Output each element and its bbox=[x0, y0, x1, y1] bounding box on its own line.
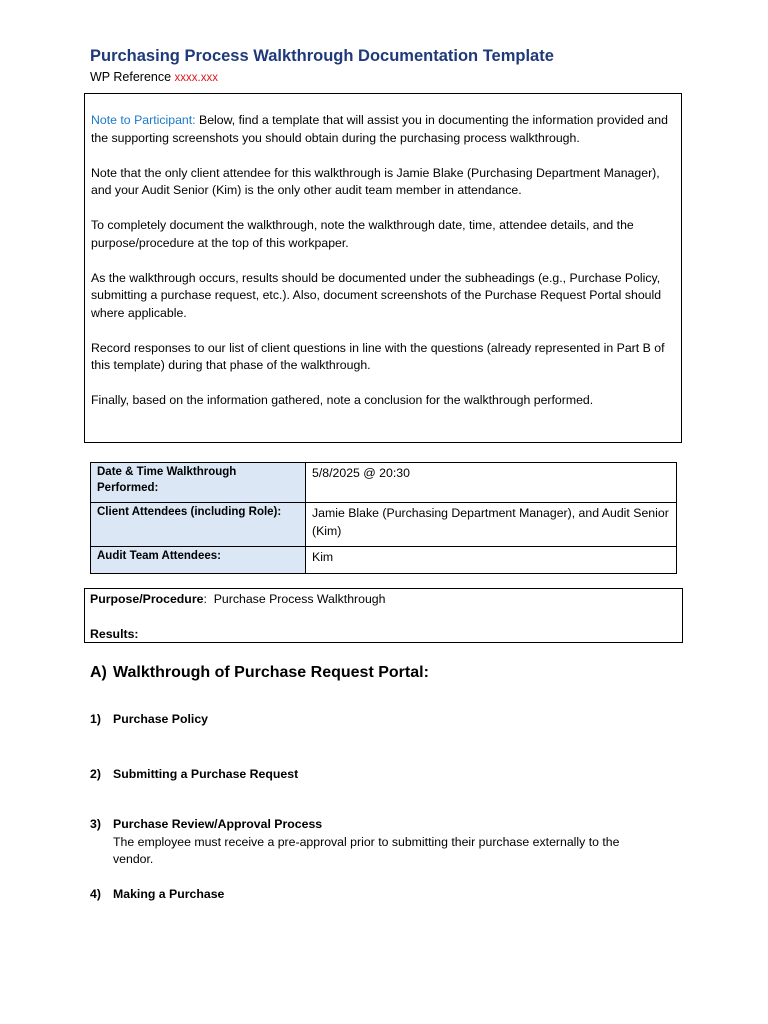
wp-reference-value: xxxx.xxx bbox=[174, 72, 218, 84]
note-paragraph: Finally, based on the information gathered, note a conclusion for the walkthrough performed. bbox=[91, 393, 594, 407]
document-title: Purchasing Process Walkthrough Documentation Template bbox=[90, 47, 554, 65]
audit-team-label: Audit Team Attendees: bbox=[91, 547, 306, 574]
results-label: Results: bbox=[90, 627, 139, 641]
section-letter: A) bbox=[90, 664, 107, 681]
note-intro-paragraph bbox=[91, 112, 675, 147]
purpose-label: Purpose/Procedure bbox=[90, 592, 204, 606]
note-label: Note to Participant: bbox=[91, 113, 196, 127]
note-paragraph: Record responses to our list of client questions in line with the questions (already represented in Part B of this template) during that phase of the walkthrough. bbox=[91, 340, 665, 372]
note-paragraph: As the walkthrough occurs, results should be documented under the subheadings (e.g., Purchase Policy, submitting a purchase request, etc.). Also, document screenshots of the Purchase Request Portal should where applicable. bbox=[91, 270, 662, 320]
wp-reference-label: WP Reference bbox=[90, 70, 172, 84]
purpose-procedure-box bbox=[84, 588, 683, 643]
table-row bbox=[91, 463, 677, 503]
note-paragraph: Note that the only client attendee for this walkthrough is Jamie Blake (Purchasing Department Manager), and your Audit Senior (Kim) is the only other audit team member in attendance. bbox=[91, 165, 660, 197]
note-intro-text: Below, find a template that will assist you in documenting the information provided and the supporting screenshots you should obtain during the purchasing process walkthrough. bbox=[91, 113, 668, 145]
section-title: Walkthrough of Purchase Request Portal: bbox=[113, 664, 429, 681]
item-body: The employee must receive a pre-approval prior to submitting their purchase externally to the vendor. bbox=[113, 834, 620, 866]
wp-reference bbox=[90, 70, 218, 84]
item-title: Making a Purchase bbox=[113, 887, 225, 901]
section-a-heading bbox=[90, 664, 429, 682]
item-title: Purchase Review/Approval Process bbox=[113, 817, 323, 831]
item-number: 2) bbox=[90, 767, 101, 781]
note-to-participant-box bbox=[84, 93, 682, 443]
walkthrough-info-table bbox=[90, 462, 677, 574]
purpose-separator: : bbox=[203, 592, 214, 606]
date-time-label: Date & Time Walkthrough Performed: bbox=[91, 463, 306, 503]
client-attendees-label: Client Attendees (including Role): bbox=[91, 503, 306, 547]
item-title: Submitting a Purchase Request bbox=[113, 767, 299, 781]
audit-team-value: Kim bbox=[306, 547, 677, 574]
purpose-line bbox=[90, 591, 677, 609]
date-time-value: 5/8/2025 @ 20:30 bbox=[306, 463, 677, 503]
client-attendees-value: Jamie Blake (Purchasing Department Manager), and Audit Senior (Kim) bbox=[306, 503, 677, 547]
note-paragraph: To completely document the walkthrough, note the walkthrough date, time, attendee details, and the purpose/procedure at the top of this workpaper. bbox=[91, 218, 634, 250]
item-title: Purchase Policy bbox=[113, 712, 209, 726]
purpose-value: Purchase Process Walkthrough bbox=[213, 592, 386, 606]
item-number: 3) bbox=[90, 817, 101, 831]
item-number: 1) bbox=[90, 712, 101, 726]
table-row bbox=[91, 547, 677, 574]
item-number: 4) bbox=[90, 887, 101, 901]
table-row bbox=[91, 503, 677, 547]
